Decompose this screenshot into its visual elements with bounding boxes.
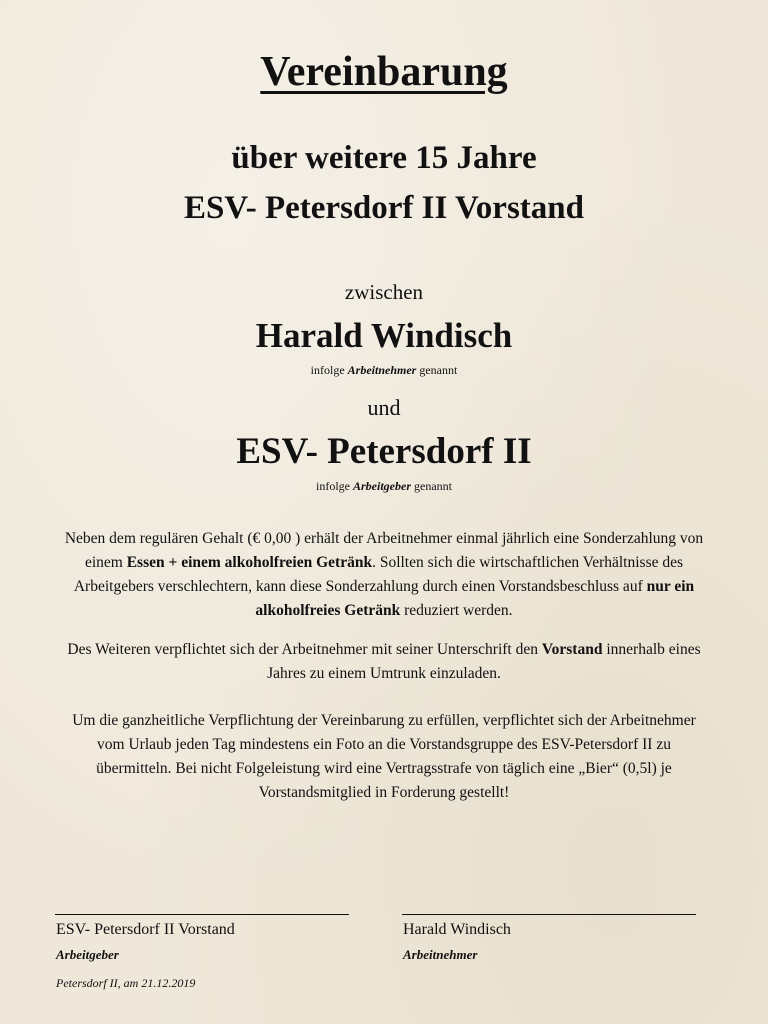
p1-bold-1: Essen + einem alkoholfreien Getränk xyxy=(126,554,373,571)
subtitle-line-2: ESV- Petersdorf II Vorstand xyxy=(184,190,584,226)
party1-note-post: genannt xyxy=(416,363,458,377)
paragraph-1 xyxy=(60,527,708,623)
p2-text-2: innerhalb eines Jahres zu einem Umtrunk einzuladen. xyxy=(267,641,701,682)
document-title: Vereinbarung xyxy=(260,49,508,95)
p2-bold-1: Vorstand xyxy=(541,641,603,658)
between-word: zwischen xyxy=(344,280,424,304)
p1-text-1: Neben dem regulären Gehalt (€ 0,00 ) erhält der Arbeitnehmer einmal jährlich eine Sonderzahlung von einem xyxy=(64,530,704,571)
party2-name: ESV- Petersdorf II xyxy=(236,431,532,472)
signature-name-right: Harald Windisch xyxy=(403,921,511,938)
subtitle-line-1: über weitere 15 Jahre xyxy=(231,140,537,176)
paragraph-2 xyxy=(60,638,708,686)
party1-note-role: Arbeitnehmer xyxy=(347,363,417,377)
p1-text-2: . Sollten sich die wirtschaftlichen Verhältnisse des Arbeitgebers verschlechtern, kann diese Sonderzahlung durch einen Vorstandsbeschluss auf xyxy=(73,554,684,595)
p1-text-3: reduziert werden. xyxy=(400,602,513,619)
party2-note-pre: infolge xyxy=(316,479,353,493)
and-word: und xyxy=(367,395,401,420)
p1-bold-2: nur ein alkoholfreies Getränk xyxy=(255,578,695,619)
signature-name-left: ESV- Petersdorf II Vorstand xyxy=(56,921,235,938)
party2-note-role: Arbeitgeber xyxy=(353,479,411,493)
signature-line-left xyxy=(55,914,349,915)
signature-line-right xyxy=(402,914,696,915)
paragraph-3: Um die ganzheitliche Verpflichtung der Vereinbarung zu erfüllen, verpflichtet sich der Arbeitnehmer vom Urlaub jeden Tag mindestens ein Foto an die Vorstandsgruppe des ESV-Petersdorf II zu übermitteln. Bei nicht Folgeleistung wird eine Vertragsstrafe von täglich eine „Bier“ (0,5l) je Vorstandsmitglied in Forderung gestellt! xyxy=(72,712,696,801)
p2-text-1: Des Weiteren verpflichtet sich der Arbeitnehmer mit seiner Unterschrift den xyxy=(67,641,542,658)
party1-name: Harald Windisch xyxy=(255,316,513,355)
party1-note-pre: infolge xyxy=(310,363,348,377)
signature-role-left: Arbeitgeber xyxy=(56,947,119,962)
place-date: Petersdorf II, am 21.12.2019 xyxy=(56,976,196,990)
signature-role-right: Arbeitnehmer xyxy=(403,947,478,962)
party1-note xyxy=(0,363,768,378)
party2-note-post: genannt xyxy=(411,479,452,493)
party2-note xyxy=(0,479,768,494)
